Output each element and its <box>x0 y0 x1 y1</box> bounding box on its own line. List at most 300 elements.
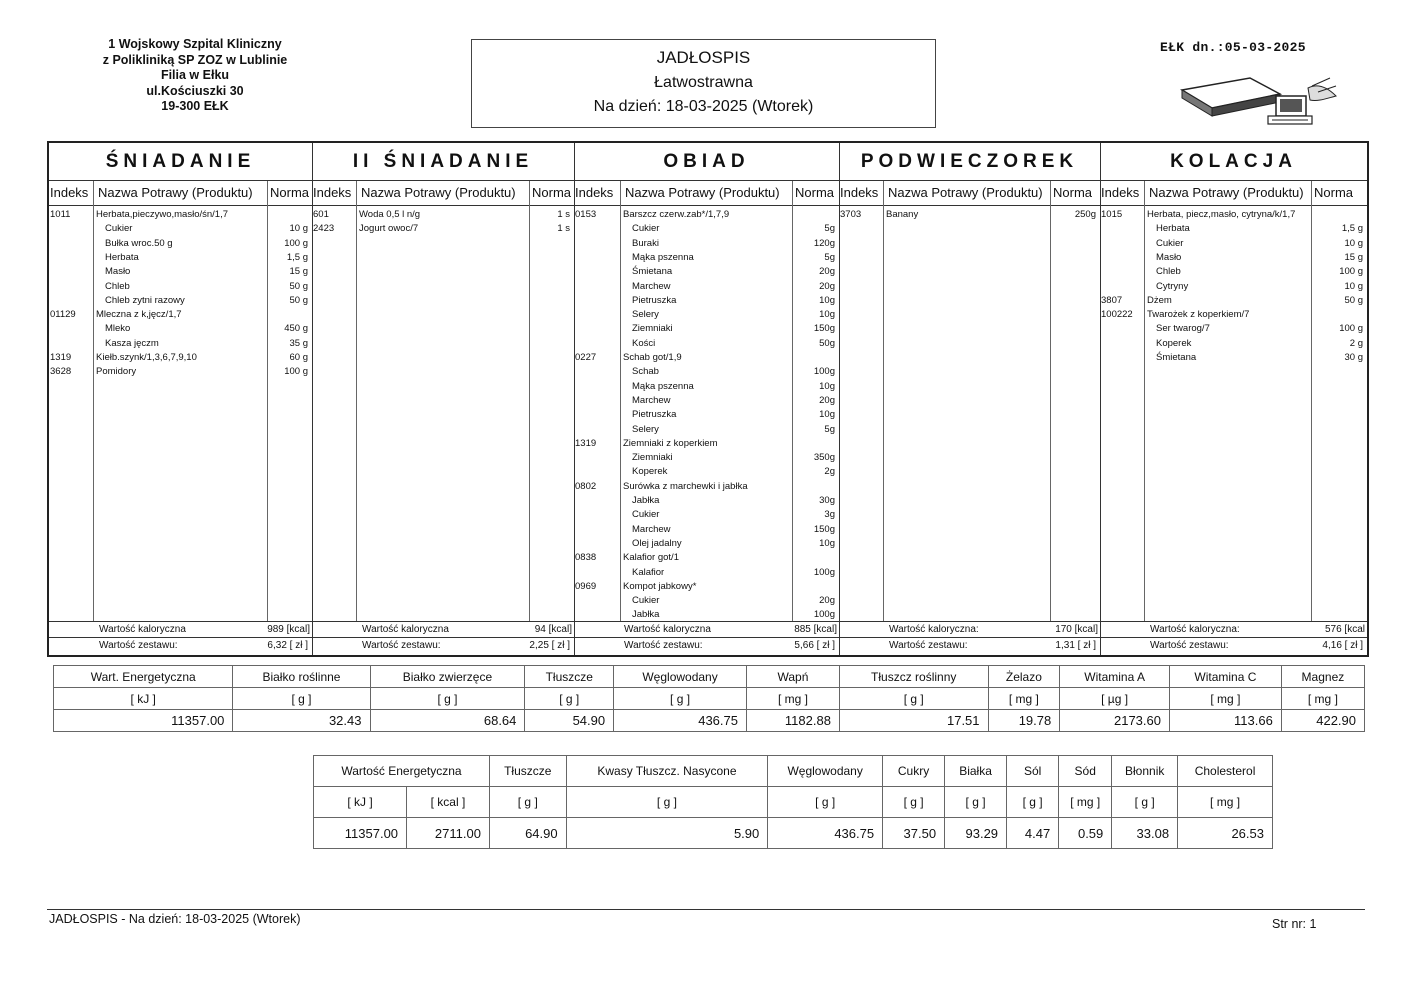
summary-value: 64.90 <box>489 818 566 849</box>
item-norm: 100g <box>813 566 835 578</box>
menu-row <box>574 523 839 537</box>
item-norm: 150g <box>813 523 835 535</box>
summary-unit: [ g ] <box>566 787 768 818</box>
grid-rule <box>49 205 1367 206</box>
menu-row <box>49 237 312 251</box>
hospital-line: Filia w Ełku <box>160 68 230 82</box>
item-name: Koperek <box>1156 337 1192 349</box>
item-norm: 20g <box>819 595 835 607</box>
menu-row <box>1100 265 1367 279</box>
menu-row <box>574 580 839 594</box>
summary-unit: [ kJ ] <box>314 787 407 818</box>
item-name: Masło <box>1156 251 1182 263</box>
nutrient-header: Wapń <box>746 666 839 688</box>
item-norm: 100 g <box>284 237 308 249</box>
item-name: Śmietana <box>1156 352 1197 363</box>
header-row <box>314 756 1273 787</box>
item-name: Cukier <box>105 223 133 235</box>
item-norm: 2g <box>824 466 835 478</box>
calorie-value: 989 [kcal] <box>267 624 310 635</box>
item-norm: 15 g <box>1344 251 1363 263</box>
summary-value: 93.29 <box>945 818 1007 849</box>
summary-header: Białka <box>945 756 1007 787</box>
menu-row <box>574 508 839 522</box>
menu-row <box>574 365 839 379</box>
summary-header: Błonnik <box>1112 756 1178 787</box>
menu-row <box>574 208 839 222</box>
item-norm: 100g <box>813 609 835 621</box>
nutrient-value: 11357.00 <box>54 710 233 732</box>
summary-header: Węglowodany <box>768 756 883 787</box>
nutrient-header: Białko zwierzęce <box>370 666 525 688</box>
nutrient-header: Tłuszcz roślinny <box>839 666 988 688</box>
item-index: 0802 <box>575 480 597 492</box>
item-name: Śmietana <box>632 266 673 278</box>
cost-label: Wartość zestawu: <box>1150 640 1229 651</box>
norm-column-rule <box>1050 181 1051 621</box>
calorie-value: 885 [kcal] <box>794 624 837 635</box>
nutrient-header: Wart. Energetyczna <box>54 666 233 688</box>
menu-row <box>312 222 574 236</box>
item-norm: 100 g <box>284 366 308 378</box>
nutrient-value: 19.78 <box>988 710 1060 732</box>
menu-row <box>1100 351 1367 365</box>
menu-row <box>1100 251 1367 265</box>
item-name: Mleczna z k,jęcz/1,7 <box>96 309 182 321</box>
summary-unit: [ mg ] <box>1178 787 1273 818</box>
nutrient-value: 68.64 <box>370 710 525 732</box>
calorie-label: Wartość kaloryczna <box>99 624 186 635</box>
nutrient-unit: [ g ] <box>370 688 525 710</box>
summary-value: 0.59 <box>1059 818 1112 849</box>
column-header-norm: Norma <box>270 185 310 200</box>
item-name: Kiełb.szynk/1,3,6,7,9,10 <box>96 352 197 363</box>
item-norm: 2 g <box>1349 337 1363 349</box>
cost-value: 1,31 [ zł ] <box>1055 640 1096 651</box>
title-box <box>471 39 936 128</box>
nutrient-value: 113.66 <box>1169 710 1281 732</box>
item-name: Pietruszka <box>632 294 677 306</box>
grid-rule <box>49 637 1367 638</box>
menu-row <box>574 594 839 608</box>
summary-value: 11357.00 <box>314 818 407 849</box>
item-norm: 10g <box>819 409 835 421</box>
menu-row <box>574 337 839 351</box>
summary-value: 33.08 <box>1112 818 1178 849</box>
item-norm: 10 g <box>1344 237 1363 249</box>
item-index: 0838 <box>575 552 597 564</box>
item-norm: 50 g <box>1344 294 1363 306</box>
item-index: 3703 <box>840 209 862 220</box>
item-name: Cukier <box>632 223 660 235</box>
column-header-name: Nazwa Potrawy (Produktu) <box>98 185 253 200</box>
item-index: 1015 <box>1101 209 1123 220</box>
nutrient-value: 436.75 <box>614 710 747 732</box>
item-name: Buraki <box>632 237 659 249</box>
calorie-value: 170 [kcal] <box>1055 624 1098 635</box>
menu-row <box>574 280 839 294</box>
item-norm: 10g <box>819 537 835 549</box>
menu-row <box>574 451 839 465</box>
menu-row <box>839 208 1100 222</box>
column-header-norm: Norma <box>532 185 572 200</box>
item-norm: 10 g <box>289 223 308 235</box>
norm-column-rule <box>529 181 530 621</box>
page-number: Str nr: 1 <box>1272 917 1317 931</box>
item-norm: 1,5 g <box>286 251 308 263</box>
item-name: Woda 0,5 l n/g <box>359 209 421 220</box>
item-name: Barszcz czerw.zab*/1,7,9 <box>623 209 730 220</box>
unit-row <box>54 688 1365 710</box>
item-norm: 30g <box>819 495 835 506</box>
menu-row <box>1100 294 1367 308</box>
menu-row <box>574 322 839 336</box>
summary-unit: [ g ] <box>489 787 566 818</box>
item-name: Kasza jęczm <box>105 337 159 349</box>
menu-row <box>49 294 312 308</box>
item-name: Olej jadalny <box>632 537 682 549</box>
index-column-rule <box>356 181 357 621</box>
item-name: Ziemniaki <box>632 323 673 335</box>
column-header-index: Indeks <box>840 185 879 200</box>
item-name: Pietruszka <box>632 409 677 421</box>
item-norm: 20g <box>819 266 835 278</box>
item-index: 3628 <box>50 366 72 378</box>
item-name: Chleb <box>1156 266 1181 278</box>
item-index: 1319 <box>575 437 597 449</box>
menu-row <box>574 251 839 265</box>
item-norm: 1 s <box>557 209 570 220</box>
menu-row <box>1100 237 1367 251</box>
cost-value: 2,25 [ zł ] <box>529 640 570 651</box>
summary-unit: [ mg ] <box>1059 787 1112 818</box>
item-norm: 15 g <box>289 266 308 278</box>
menu-row <box>574 566 839 580</box>
summary-value: 436.75 <box>768 818 883 849</box>
column-header-norm: Norma <box>1314 185 1354 200</box>
item-name: Bułka wroc.50 g <box>105 237 173 249</box>
item-norm: 5g <box>824 251 835 263</box>
nutrient-unit: [ g ] <box>839 688 988 710</box>
menu-row <box>574 351 839 365</box>
item-norm: 10g <box>819 294 835 306</box>
nutrient-unit: [ g ] <box>525 688 614 710</box>
item-name: Ziemniaki <box>632 452 673 464</box>
item-norm: 100 g <box>1339 323 1363 335</box>
hospital-address <box>80 37 310 115</box>
calorie-label: Wartość kaloryczna <box>362 624 449 635</box>
hospital-line: 19-300 EŁK <box>161 99 229 113</box>
item-name: Jabłka <box>632 495 660 506</box>
menu-row <box>49 337 312 351</box>
column-header-norm: Norma <box>795 185 835 200</box>
menu-row <box>1100 322 1367 336</box>
item-index: 3807 <box>1101 294 1123 306</box>
summary-header: Kwasy Tłuszcz. Nasycone <box>566 756 768 787</box>
nutrient-unit: [ µg ] <box>1060 688 1170 710</box>
column-header-index: Indeks <box>50 185 89 200</box>
grid-rule <box>49 180 1367 181</box>
column-header-index: Indeks <box>1101 185 1140 200</box>
summary-header: Tłuszcze <box>489 756 566 787</box>
column-header-name: Nazwa Potrawy (Produktu) <box>1149 185 1304 200</box>
nutrient-header: Węglowodany <box>614 666 747 688</box>
menu-row <box>574 408 839 422</box>
menu-date: Na dzień: 18-03-2025 (Wtorek) <box>593 98 814 115</box>
summary-value: 5.90 <box>566 818 768 849</box>
item-index: 01129 <box>50 309 76 321</box>
menu-row <box>574 551 839 565</box>
menu-row <box>49 208 312 222</box>
menu-row <box>49 308 312 322</box>
item-name: Jabłka <box>632 609 660 621</box>
item-norm: 1,5 g <box>1341 223 1363 235</box>
item-norm: 5g <box>824 223 835 235</box>
summary-unit: [ g ] <box>945 787 1007 818</box>
cost-value: 5,66 [ zł ] <box>794 640 835 651</box>
nutrient-header: Żelazo <box>988 666 1060 688</box>
nutrient-value: 54.90 <box>525 710 614 732</box>
menu-row <box>1100 337 1367 351</box>
menu-row <box>312 208 574 222</box>
item-name: Selery <box>632 309 659 321</box>
item-norm: 1 s <box>557 223 570 235</box>
cost-label: Wartość zestawu: <box>99 640 178 651</box>
item-index: 0153 <box>575 209 597 220</box>
item-name: Surówka z marchewki i jabłka <box>623 480 748 492</box>
menu-row <box>574 480 839 494</box>
cost-value: 6,32 [ zł ] <box>267 640 308 651</box>
item-name: Pomidory <box>96 366 137 378</box>
meal-title: PODWIECZOREK <box>860 151 1079 172</box>
summary-unit: [ g ] <box>883 787 945 818</box>
meal-title: II ŚNIADANIE <box>352 151 534 172</box>
item-norm: 150g <box>813 323 835 335</box>
summary-value: 37.50 <box>883 818 945 849</box>
menu-row <box>574 265 839 279</box>
nutrient-header: Białko roślinne <box>233 666 370 688</box>
column-header-index: Indeks <box>313 185 352 200</box>
item-name: Herbata <box>105 251 139 263</box>
nutrients-table <box>53 665 1365 732</box>
summary-unit: [ kcal ] <box>407 787 490 818</box>
nutrition-summary-table <box>313 755 1273 849</box>
calorie-label: Wartość kaloryczna: <box>889 624 979 635</box>
item-name: Schab got/1,9 <box>623 352 682 363</box>
item-name: Selery <box>632 423 659 435</box>
menu-row <box>49 222 312 236</box>
calorie-value: 576 [kcal <box>1324 624 1365 635</box>
item-index: 100222 <box>1101 309 1133 321</box>
item-name: Chleb <box>105 280 130 292</box>
summary-header: Wartość Energetyczna <box>314 756 490 787</box>
item-norm: 120g <box>813 237 835 249</box>
menu-row <box>1100 222 1367 236</box>
column-header-name: Nazwa Potrawy (Produktu) <box>625 185 780 200</box>
calorie-value: 94 [kcal] <box>534 624 572 635</box>
hospital-line: z Polikliniką SP ZOZ w Lublinie <box>102 52 288 67</box>
meal-title: KOLACJA <box>1170 151 1297 172</box>
menu-row <box>49 322 312 336</box>
menu-row <box>574 394 839 408</box>
item-norm: 3g <box>824 509 835 521</box>
cost-label: Wartość zestawu: <box>362 640 441 651</box>
item-index: 2423 <box>313 223 335 235</box>
summary-value: 4.47 <box>1007 818 1059 849</box>
item-name: Masło <box>105 266 131 278</box>
summary-value: 26.53 <box>1178 818 1273 849</box>
unit-row <box>314 787 1273 818</box>
hospital-line: 1 Wojskowy Szpital Kliniczny <box>108 37 282 51</box>
footer-divider <box>47 909 1365 910</box>
meal-title: OBIAD <box>663 151 750 172</box>
menu-row <box>1100 208 1367 222</box>
summary-unit: [ g ] <box>1007 787 1059 818</box>
item-name: Herbata, piecz,masło, cytryna/k/1,7 <box>1147 209 1296 220</box>
item-norm: 30 g <box>1344 352 1363 363</box>
item-name: Herbata <box>1156 223 1190 235</box>
book-computer-clipart-icon <box>1180 68 1340 130</box>
item-name: Chleb zytni razowy <box>105 294 185 306</box>
item-norm: 350g <box>813 452 835 464</box>
item-norm: 5g <box>824 423 835 435</box>
item-name: Cukier <box>1156 237 1184 249</box>
value-row <box>54 710 1365 732</box>
hospital-line: ul.Kościuszki 30 <box>146 83 244 98</box>
item-name: Marchew <box>632 523 671 535</box>
meal-plan-grid <box>47 141 1369 657</box>
item-norm: 50 g <box>289 280 308 292</box>
item-name: Herbata,pieczywo,masło/śn/1,7 <box>96 209 229 220</box>
column-header-name: Nazwa Potrawy (Produktu) <box>888 185 1043 200</box>
item-name: Kalafior <box>632 566 665 578</box>
menu-row <box>1100 308 1367 322</box>
nutrient-value: 2173.60 <box>1060 710 1170 732</box>
item-name: Ziemniaki z koperkiem <box>623 437 718 449</box>
value-row <box>314 818 1273 849</box>
column-header-norm: Norma <box>1053 185 1093 200</box>
menu-row <box>574 465 839 479</box>
item-index: 0969 <box>575 580 597 592</box>
cost-value: 4,16 [ zł ] <box>1322 640 1363 651</box>
summary-unit: [ g ] <box>1112 787 1178 818</box>
menu-row <box>574 222 839 236</box>
summary-unit: [ g ] <box>768 787 883 818</box>
nutrient-header: Magnez <box>1281 666 1364 688</box>
item-name: Cukier <box>632 509 660 521</box>
nutrient-header: Tłuszcze <box>525 666 614 688</box>
column-header-name: Nazwa Potrawy (Produktu) <box>361 185 516 200</box>
menu-row <box>1100 280 1367 294</box>
summary-header: Cukry <box>883 756 945 787</box>
item-index: 1011 <box>50 209 71 220</box>
index-column-rule <box>883 181 884 621</box>
item-name: Koperek <box>632 466 668 478</box>
nutrient-value: 1182.88 <box>746 710 839 732</box>
document-title: JADŁOSPIS <box>656 48 751 67</box>
calorie-label: Wartość kaloryczna <box>624 624 711 635</box>
nutrient-unit: [ mg ] <box>1169 688 1281 710</box>
menu-row <box>574 380 839 394</box>
nutrient-header: Witamina A <box>1060 666 1170 688</box>
nutrient-unit: [ g ] <box>233 688 370 710</box>
item-name: Ser twarog/7 <box>1156 323 1210 335</box>
menu-row <box>49 251 312 265</box>
item-name: Cukier <box>632 595 660 607</box>
menu-row <box>574 608 839 622</box>
item-norm: 10g <box>819 380 835 392</box>
cost-label: Wartość zestawu: <box>624 640 703 651</box>
item-name: Kalafior got/1 <box>623 552 679 564</box>
column-header-index: Indeks <box>575 185 614 200</box>
menu-row <box>574 494 839 508</box>
item-index: 0227 <box>575 352 597 363</box>
meal-title: ŚNIADANIE <box>105 151 256 172</box>
item-name: Cytryny <box>1156 280 1189 292</box>
item-name: Dżem <box>1147 294 1172 306</box>
nutrient-header: Witamina C <box>1169 666 1281 688</box>
item-name: Kości <box>632 337 656 349</box>
nutrient-unit: [ mg ] <box>746 688 839 710</box>
summary-value: 2711.00 <box>407 818 490 849</box>
menu-row <box>49 265 312 279</box>
menu-row <box>49 351 312 365</box>
nutrient-value: 17.51 <box>839 710 988 732</box>
item-name: Mąka pszenna <box>632 380 694 392</box>
cost-label: Wartość zestawu: <box>889 640 968 651</box>
item-norm: 10 g <box>1344 280 1363 292</box>
nutrient-value: 32.43 <box>233 710 370 732</box>
item-name: Banany <box>886 209 919 220</box>
calorie-label: Wartość kaloryczna: <box>1150 624 1240 635</box>
menu-row <box>574 537 839 551</box>
item-norm: 100 g <box>1339 266 1363 278</box>
menu-row <box>574 437 839 451</box>
item-name: Schab <box>632 366 659 378</box>
header-row <box>54 666 1365 688</box>
diet-name: Łatwostrawna <box>654 74 753 91</box>
menu-row <box>574 294 839 308</box>
nutrient-value: 422.90 <box>1281 710 1364 732</box>
nutrient-unit: [ kJ ] <box>54 688 233 710</box>
menu-row <box>49 365 312 379</box>
menu-row <box>49 280 312 294</box>
item-name: Marchew <box>632 280 671 292</box>
item-index: 1319 <box>50 352 72 363</box>
menu-row <box>574 308 839 322</box>
summary-header: Cholesterol <box>1178 756 1273 787</box>
item-norm: 250g <box>1074 209 1096 220</box>
item-norm: 50g <box>819 337 835 349</box>
menu-row <box>574 423 839 437</box>
item-name: Jogurt owoc/7 <box>359 223 419 235</box>
footer-text: JADŁOSPIS - Na dzień: 18-03-2025 (Wtorek) <box>49 912 301 926</box>
item-name: Mąka pszenna <box>632 251 694 263</box>
summary-header: Sód <box>1059 756 1112 787</box>
item-norm: 60 g <box>289 352 308 363</box>
item-norm: 20g <box>819 394 835 406</box>
item-name: Kompot jabkowy* <box>623 580 697 592</box>
item-index: 601 <box>313 209 329 220</box>
item-norm: 100g <box>813 366 835 378</box>
item-norm: 20g <box>819 280 835 292</box>
item-name: Twarożek z koperkiem/7 <box>1147 309 1250 321</box>
nutrient-unit: [ g ] <box>614 688 747 710</box>
nutrient-unit: [ mg ] <box>988 688 1060 710</box>
item-name: Marchew <box>632 394 671 406</box>
item-norm: 450 g <box>284 323 308 335</box>
nutrient-unit: [ mg ] <box>1281 688 1364 710</box>
